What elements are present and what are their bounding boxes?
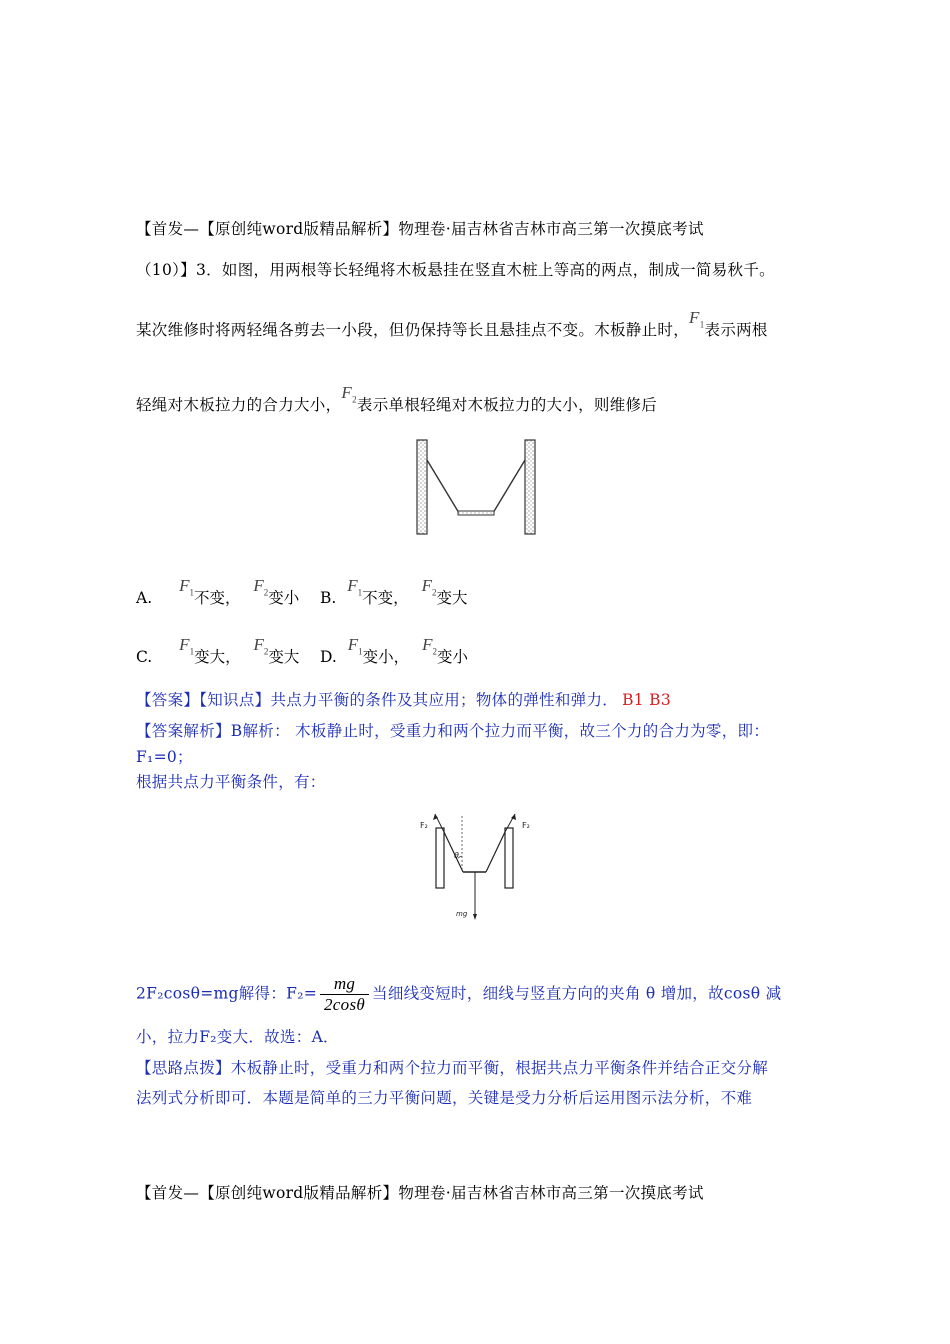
left-post — [417, 440, 427, 534]
f2-symbol: $F_2$ — [341, 383, 357, 405]
doc-footer: 【首发—【原创纯word版精品解析】物理卷·届吉林省吉林市高三第一次摸底考试 — [136, 1184, 704, 1202]
f1-symbol: $F_1$ — [347, 576, 363, 598]
answer-text: 共点力平衡的条件及其应用；物体的弹性和弹力． — [270, 691, 619, 709]
answer-codes: B1 B3 — [622, 691, 671, 709]
arrowhead — [473, 914, 477, 920]
right-post — [525, 440, 535, 534]
f2-symbol: $F_2$ — [253, 576, 269, 598]
right-rope — [493, 460, 525, 513]
option-a-letter: A. — [136, 589, 153, 607]
analysis-line-2: F₁=0； — [136, 748, 193, 766]
left-post — [436, 828, 444, 888]
option-b-text2: 变大 — [436, 589, 468, 607]
option-d-text1: 变小， — [362, 648, 410, 666]
analysis-line-1: 【答案解析】B解析： 木板静止时，受重力和两个拉力而平衡，故三个力的合力为零，即： — [136, 722, 770, 740]
weight-label: mg — [456, 910, 468, 918]
option-c-text1: 变大， — [194, 648, 241, 666]
f1-symbol: $F_1$ — [179, 576, 194, 598]
option-a-text1: 不变， — [193, 589, 241, 607]
left-rope — [427, 460, 459, 513]
right-post — [505, 828, 513, 888]
answer-label: 【答案】【知识点】 — [136, 691, 271, 709]
fraction-numerator: mg — [320, 974, 369, 995]
question-line-2 — [136, 308, 768, 341]
force-diagram — [418, 812, 548, 922]
question-line-3-text: 轻绳对木板拉力的合力大小， — [136, 396, 342, 414]
question-line-2-text: 某次维修时将两轻绳各剪去一小段，但仍保持等长且悬挂点不变。木板静止时， — [136, 321, 690, 339]
equation-line — [136, 974, 781, 1015]
option-c[interactable] — [136, 635, 300, 668]
option-b-text1: 不变， — [362, 589, 409, 607]
angle-label: θ — [454, 851, 459, 860]
f2-right-label: F₂ — [522, 821, 530, 830]
equation-pre: 2F₂cosθ=mg解得：F₂= — [136, 984, 317, 1003]
option-b[interactable] — [320, 576, 468, 609]
fraction-denominator: 2cosθ — [324, 995, 366, 1014]
hint-line-1: 【思路点拨】木板静止时，受重力和两个拉力而平衡，根据共点力平衡条件并结合正交分解 — [136, 1059, 769, 1077]
option-a[interactable] — [136, 576, 300, 609]
f2-symbol: $F_2$ — [253, 635, 269, 657]
question-line-3 — [136, 383, 658, 416]
option-c-letter: C. — [136, 648, 153, 666]
answer-line — [136, 688, 671, 710]
analysis-line-5: 小，拉力F₂变大．故选：A． — [136, 1028, 339, 1046]
swing-figure — [412, 438, 542, 563]
swing-board — [458, 511, 494, 515]
f2-left-label: F₂ — [420, 821, 428, 830]
question-line-1: （10）】3．如图，用两根等长轻绳将木板悬挂在竖直木桩上等高的两点，制成一简易秋千。 — [136, 261, 775, 279]
f2-symbol: $F_2$ — [421, 576, 437, 598]
f1-symbol: $F_1$ — [179, 635, 195, 657]
option-a-text2: 变小 — [268, 589, 300, 607]
fraction — [320, 974, 369, 1015]
f1-symbol: $F_1$ — [689, 308, 705, 330]
option-c-text2: 变大 — [268, 648, 300, 666]
hint-line-2: 法列式分析即可．本题是简单的三力平衡问题，关键是受力分析后运用图示法分析，不难 — [136, 1089, 753, 1107]
equation-post: 当细线变短时，细线与竖直方向的夹角 θ 增加，故cosθ 减 — [372, 984, 782, 1003]
doc-header: 【首发—【原创纯word版精品解析】物理卷·届吉林省吉林市高三第一次摸底考试 — [136, 220, 704, 238]
f2-symbol: $F_2$ — [422, 635, 437, 657]
analysis-line-3: 根据共点力平衡条件，有： — [136, 773, 326, 791]
f1-symbol: $F_1$ — [347, 635, 363, 657]
option-d-letter: D. — [320, 648, 337, 666]
right-rope — [486, 832, 505, 872]
option-d[interactable] — [320, 635, 468, 668]
question-line-2-tail: 表示两根 — [704, 321, 768, 339]
option-b-letter: B. — [320, 589, 337, 607]
option-d-text2: 变小 — [436, 648, 468, 666]
question-line-3-tail: 表示单根轻绳对木板拉力的大小，则维修后 — [356, 396, 658, 414]
